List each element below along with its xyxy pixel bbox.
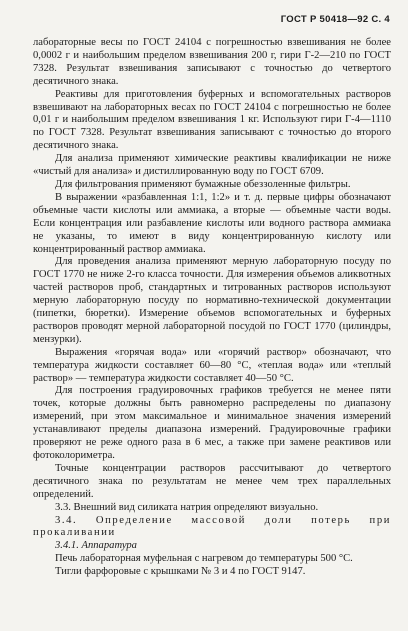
paragraph: Точные концентрации растворов рассчитывают до четвертого десятичного знака по результатам не менее чем трех параллельных определений.: [33, 462, 391, 500]
page-header: ГОСТ Р 50418—92 С. 4: [280, 14, 390, 25]
paragraph: Для фильтрования применяют бумажные обеззоленные фильтры.: [55, 178, 351, 190]
section-3-3: 3.3. Внешний вид силиката натрия определяют визуально.: [55, 501, 319, 513]
paragraph: Для анализа применяют химические реактивы квалификации не ниже «чистый для анализа» и дистиллированную воду по ГОСТ 6709.: [33, 153, 391, 178]
paragraph: Реактивы для приготовления буферных и вспомогательных растворов взвешивают на лабораторных весах по ГОСТ 24104 с погрешностью не более 0,01 г и наибольшим пределом взвешивания 1 кг. Используют гири Г-4—1110 по ГОСТ 7328. Результат взвешивания записывают с точностью до второго десятичного знака.: [33, 88, 391, 152]
paragraph: Для построения градуировочных графиков требуется не менее пяти точек, которые должны быть равномерно распределены по диапазону измерений, при этом максимальное и минимальное значения измерений устанавливают пределы диапазона измерений. Градуировочные графики проверяют не реже одного раза в 6 мес, а также при замене реактивов или фотоколориметра.: [33, 385, 391, 461]
paragraph: Выражения «горячая вода» или «горячий раствор» обозначают, что температура жидкости составляет 60—80 °С, «теплая вода» или «теплый раствор» — температура жидкости составляет 40—50 °С.: [33, 346, 391, 384]
section-3-4-1-heading: 3.4.1. Аппаратура: [55, 540, 137, 552]
paragraph: В выражении «разбавленная 1:1, 1:2» и т. д. первые цифры обозначают объемные части кислоты или аммиака, а вторые — объемные части воды. Если концентрация или разбавление кислоты или водного раствора аммиака не указаны, то имеют в виду концентрированную кислоту или концентрированный раствор аммиака.: [33, 191, 391, 255]
document-body: [33, 37, 391, 579]
paragraph: лабораторные весы по ГОСТ 24104 с погрешностью взвешивания не более 0,0002 г и наибольшим пределом взвешивания 200 г, гири Г-2—210 по ГОСТ 7328. Результат взвешивания записывают с точностью до четвертого десятичного знака.: [33, 37, 391, 87]
paragraph: Печь лабораторная муфельная с нагревом до температуры 500 °С.: [55, 553, 353, 565]
paragraph: Тигли фарфоровые с крышками № 3 и 4 по ГОСТ 9147.: [55, 566, 306, 578]
paragraph: Для проведения анализа применяют мерную лабораторную посуду по ГОСТ 1770 не ниже 2-го класса точности. Для измерения объемов аликвотных частей растворов проб, стандартных и титрованных растворов используют мерную лабораторную посуду по нормативно-технической документации (пипетки, бюретки). Измерение объемов вспомогательных и буферных растворов проводят мерной лабораторной посудой по ГОСТ 1770 (цилиндры, мензурки).: [33, 256, 391, 345]
section-3-4-heading: 3.4. Определение массовой доли потерь при прокаливании: [33, 514, 391, 539]
